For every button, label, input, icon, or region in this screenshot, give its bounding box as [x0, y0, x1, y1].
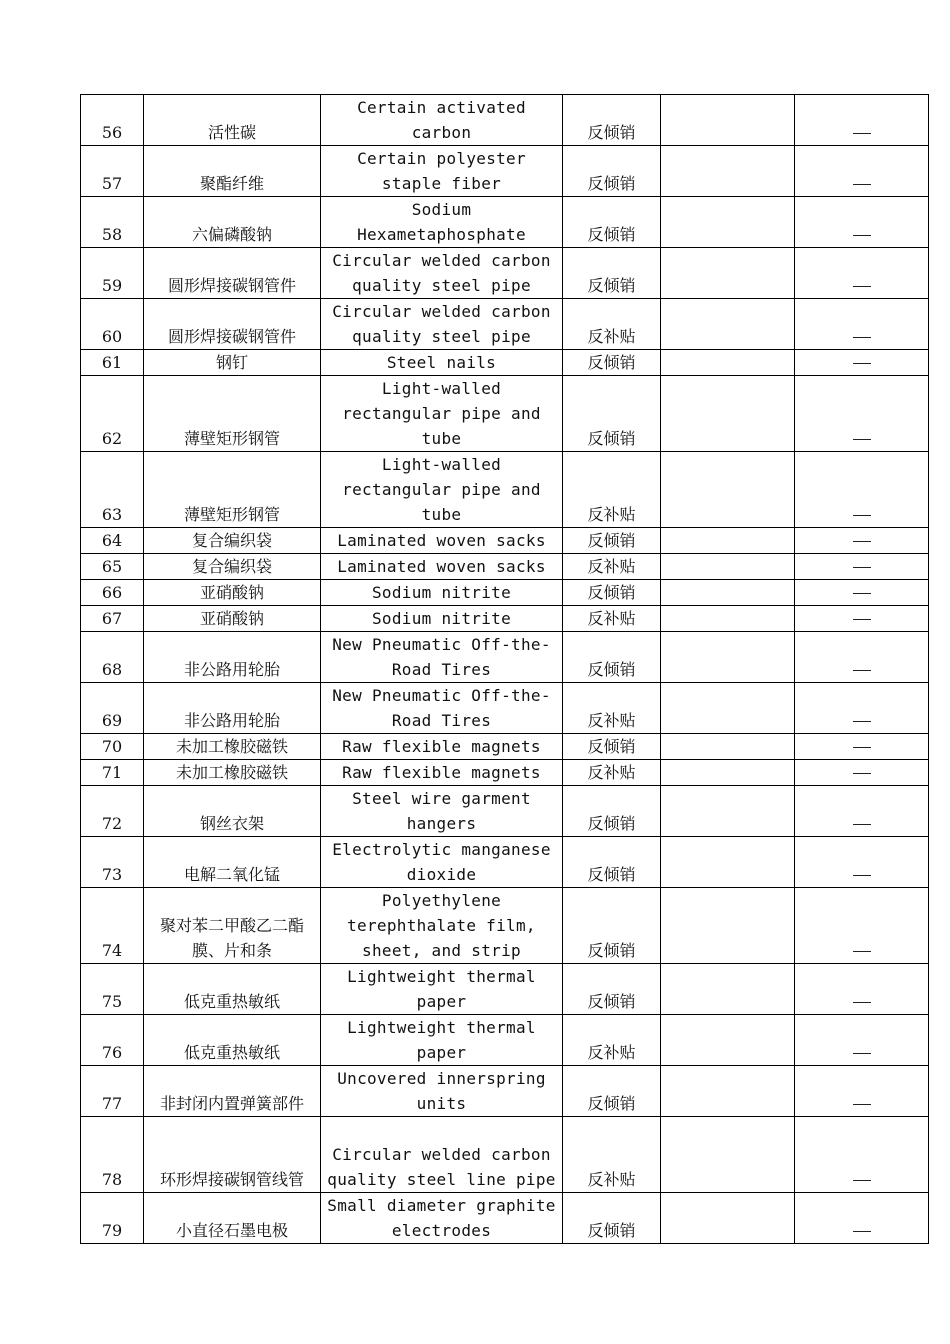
table-row: [81, 197, 929, 248]
product-name-en-cell: Polyethylene terephthalate film, sheet, and strip: [321, 888, 563, 964]
empty-cell: [661, 95, 795, 146]
table-row: [81, 146, 929, 197]
case-number-cell: 59: [81, 248, 144, 299]
dash-mark: [853, 286, 871, 287]
empty-cell: [661, 1066, 795, 1117]
trade-remedy-table: [80, 94, 929, 1244]
product-name-cn-cell: 圆形焊接碳钢管件: [144, 248, 321, 299]
empty-cell: [661, 376, 795, 452]
empty-cell: [661, 734, 795, 760]
dash-cell: [795, 786, 929, 837]
table-row: [81, 554, 929, 580]
product-name-cn-cell: 复合编织袋: [144, 554, 321, 580]
dash-mark: [853, 567, 871, 568]
case-number-cell: 72: [81, 786, 144, 837]
empty-cell: [661, 786, 795, 837]
case-number-cell: 68: [81, 632, 144, 683]
case-type-cell: 反倾销: [563, 1193, 661, 1244]
table-row: [81, 837, 929, 888]
table-row: [81, 580, 929, 606]
case-number-cell: 70: [81, 734, 144, 760]
case-number-cell: 71: [81, 760, 144, 786]
dash-mark: [853, 721, 871, 722]
product-name-cn-cell: 活性碳: [144, 95, 321, 146]
dash-cell: [795, 1066, 929, 1117]
case-type-cell: 反倾销: [563, 248, 661, 299]
case-type-cell: 反倾销: [563, 376, 661, 452]
case-number-cell: 61: [81, 350, 144, 376]
dash-mark: [853, 363, 871, 364]
case-number-cell: 63: [81, 452, 144, 528]
empty-cell: [661, 606, 795, 632]
case-number-cell: 78: [81, 1117, 144, 1193]
product-name-en-cell: Lightweight thermal paper: [321, 1015, 563, 1066]
product-name-en-cell: Light-walled rectangular pipe and tube: [321, 376, 563, 452]
case-number-cell: 58: [81, 197, 144, 248]
product-name-en-cell: Lightweight thermal paper: [321, 964, 563, 1015]
case-type-cell: 反倾销: [563, 734, 661, 760]
case-number-cell: 77: [81, 1066, 144, 1117]
product-name-cn-cell: 复合编织袋: [144, 528, 321, 554]
dash-mark: [853, 773, 871, 774]
dash-cell: [795, 197, 929, 248]
case-number-cell: 65: [81, 554, 144, 580]
table-row: [81, 1193, 929, 1244]
case-number-cell: 67: [81, 606, 144, 632]
product-name-en-cell: Laminated woven sacks: [321, 528, 563, 554]
dash-mark: [853, 1180, 871, 1181]
product-name-cn-cell: 聚对苯二甲酸乙二酯膜、片和条: [144, 888, 321, 964]
empty-cell: [661, 888, 795, 964]
product-name-cn-cell: 低克重热敏纸: [144, 1015, 321, 1066]
dash-mark: [853, 747, 871, 748]
product-name-cn-cell: 小直径石墨电极: [144, 1193, 321, 1244]
case-type-cell: 反倾销: [563, 197, 661, 248]
case-type-cell: 反补贴: [563, 760, 661, 786]
case-type-cell: 反补贴: [563, 299, 661, 350]
dash-cell: [795, 146, 929, 197]
empty-cell: [661, 1117, 795, 1193]
dash-mark: [853, 337, 871, 338]
product-name-en-cell: Circular welded carbon quality steel pipe: [321, 248, 563, 299]
dash-mark: [853, 184, 871, 185]
case-type-cell: 反补贴: [563, 554, 661, 580]
case-number-cell: 60: [81, 299, 144, 350]
table-row: [81, 1117, 929, 1193]
case-number-cell: 56: [81, 95, 144, 146]
dash-mark: [853, 515, 871, 516]
table-row: [81, 452, 929, 528]
case-type-cell: 反倾销: [563, 1066, 661, 1117]
empty-cell: [661, 452, 795, 528]
product-name-en-cell: Circular welded carbon quality steel line pipe: [321, 1117, 563, 1193]
case-type-cell: 反倾销: [563, 95, 661, 146]
product-name-cn-cell: 薄壁矩形钢管: [144, 376, 321, 452]
dash-cell: [795, 554, 929, 580]
table-row: [81, 248, 929, 299]
dash-cell: [795, 1015, 929, 1066]
dash-mark: [853, 951, 871, 952]
dash-mark: [853, 439, 871, 440]
product-name-cn-cell: 未加工橡胶磁铁: [144, 734, 321, 760]
dash-mark: [853, 619, 871, 620]
product-name-en-cell: Raw flexible magnets: [321, 760, 563, 786]
product-name-en-cell: Laminated woven sacks: [321, 554, 563, 580]
product-name-cn-cell: 圆形焊接碳钢管件: [144, 299, 321, 350]
case-type-cell: 反倾销: [563, 632, 661, 683]
product-name-cn-cell: 非公路用轮胎: [144, 632, 321, 683]
dash-mark: [853, 235, 871, 236]
table-row: [81, 683, 929, 734]
case-type-cell: 反倾销: [563, 964, 661, 1015]
table-row: [81, 1015, 929, 1066]
dash-cell: [795, 95, 929, 146]
empty-cell: [661, 248, 795, 299]
product-name-en-cell: Certain activated carbon: [321, 95, 563, 146]
table-row: [81, 964, 929, 1015]
case-number-cell: 69: [81, 683, 144, 734]
dash-cell: [795, 964, 929, 1015]
table-body: [81, 95, 929, 1244]
dash-cell: [795, 1117, 929, 1193]
dash-cell: [795, 1193, 929, 1244]
dash-cell: [795, 580, 929, 606]
table-row: [81, 734, 929, 760]
table-row: [81, 528, 929, 554]
product-name-cn-cell: 环形焊接碳钢管线管: [144, 1117, 321, 1193]
dash-mark: [853, 875, 871, 876]
dash-mark: [853, 1002, 871, 1003]
case-type-cell: 反倾销: [563, 580, 661, 606]
empty-cell: [661, 683, 795, 734]
dash-cell: [795, 837, 929, 888]
empty-cell: [661, 197, 795, 248]
table-row: [81, 632, 929, 683]
product-name-en-cell: Raw flexible magnets: [321, 734, 563, 760]
dash-mark: [853, 133, 871, 134]
case-number-cell: 76: [81, 1015, 144, 1066]
product-name-cn-cell: 非封闭内置弹簧部件: [144, 1066, 321, 1117]
product-name-en-cell: Uncovered innerspring units: [321, 1066, 563, 1117]
table-row: [81, 888, 929, 964]
case-type-cell: 反倾销: [563, 528, 661, 554]
product-name-en-cell: Steel wire garment hangers: [321, 786, 563, 837]
case-number-cell: 64: [81, 528, 144, 554]
product-name-en-cell: Small diameter graphite electrodes: [321, 1193, 563, 1244]
empty-cell: [661, 964, 795, 1015]
product-name-en-cell: Sodium nitrite: [321, 606, 563, 632]
table-row: [81, 95, 929, 146]
product-name-cn-cell: 亚硝酸钠: [144, 580, 321, 606]
case-type-cell: 反补贴: [563, 1015, 661, 1066]
case-type-cell: 反倾销: [563, 786, 661, 837]
product-name-cn-cell: 非公路用轮胎: [144, 683, 321, 734]
dash-cell: [795, 632, 929, 683]
empty-cell: [661, 580, 795, 606]
table-row: [81, 376, 929, 452]
dash-cell: [795, 299, 929, 350]
product-name-cn-cell: 钢丝衣架: [144, 786, 321, 837]
table-row: [81, 760, 929, 786]
case-number-cell: 73: [81, 837, 144, 888]
dash-cell: [795, 452, 929, 528]
dash-mark: [853, 541, 871, 542]
dash-cell: [795, 888, 929, 964]
empty-cell: [661, 554, 795, 580]
case-type-cell: 反补贴: [563, 452, 661, 528]
product-name-en-cell: Sodium Hexametaphosphate: [321, 197, 563, 248]
dash-cell: [795, 606, 929, 632]
product-name-en-cell: New Pneumatic Off-the-Road Tires: [321, 683, 563, 734]
product-name-cn-cell: 未加工橡胶磁铁: [144, 760, 321, 786]
case-type-cell: 反补贴: [563, 683, 661, 734]
empty-cell: [661, 146, 795, 197]
product-name-en-cell: Sodium nitrite: [321, 580, 563, 606]
product-name-en-cell: Circular welded carbon quality steel pipe: [321, 299, 563, 350]
case-type-cell: 反倾销: [563, 888, 661, 964]
dash-mark: [853, 670, 871, 671]
case-type-cell: 反补贴: [563, 606, 661, 632]
empty-cell: [661, 299, 795, 350]
case-type-cell: 反倾销: [563, 350, 661, 376]
case-type-cell: 反补贴: [563, 1117, 661, 1193]
product-name-en-cell: Light-walled rectangular pipe and tube: [321, 452, 563, 528]
product-name-cn-cell: 钢钉: [144, 350, 321, 376]
dash-cell: [795, 376, 929, 452]
product-name-en-cell: Electrolytic manganese dioxide: [321, 837, 563, 888]
product-name-en-cell: Steel nails: [321, 350, 563, 376]
case-type-cell: 反倾销: [563, 837, 661, 888]
product-name-cn-cell: 聚酯纤维: [144, 146, 321, 197]
empty-cell: [661, 528, 795, 554]
product-name-cn-cell: 亚硝酸钠: [144, 606, 321, 632]
case-number-cell: 57: [81, 146, 144, 197]
product-name-cn-cell: 薄壁矩形钢管: [144, 452, 321, 528]
table-row: [81, 1066, 929, 1117]
dash-mark: [853, 1104, 871, 1105]
product-name-en-cell: Certain polyester staple fiber: [321, 146, 563, 197]
product-name-cn-cell: 低克重热敏纸: [144, 964, 321, 1015]
table-row: [81, 299, 929, 350]
empty-cell: [661, 1015, 795, 1066]
empty-cell: [661, 837, 795, 888]
table-row: [81, 606, 929, 632]
case-number-cell: 62: [81, 376, 144, 452]
dash-mark: [853, 1053, 871, 1054]
table-row: [81, 786, 929, 837]
product-name-cn-cell: 电解二氧化锰: [144, 837, 321, 888]
dash-cell: [795, 248, 929, 299]
case-number-cell: 74: [81, 888, 144, 964]
empty-cell: [661, 632, 795, 683]
dash-cell: [795, 350, 929, 376]
dash-mark: [853, 593, 871, 594]
product-name-en-cell: New Pneumatic Off-the-Road Tires: [321, 632, 563, 683]
product-name-cn-cell: 六偏磷酸钠: [144, 197, 321, 248]
empty-cell: [661, 350, 795, 376]
case-number-cell: 79: [81, 1193, 144, 1244]
case-number-cell: 75: [81, 964, 144, 1015]
dash-mark: [853, 824, 871, 825]
table-row: [81, 350, 929, 376]
dash-mark: [853, 1231, 871, 1232]
dash-cell: [795, 734, 929, 760]
dash-cell: [795, 683, 929, 734]
dash-cell: [795, 528, 929, 554]
empty-cell: [661, 1193, 795, 1244]
case-type-cell: 反倾销: [563, 146, 661, 197]
dash-cell: [795, 760, 929, 786]
empty-cell: [661, 760, 795, 786]
case-number-cell: 66: [81, 580, 144, 606]
